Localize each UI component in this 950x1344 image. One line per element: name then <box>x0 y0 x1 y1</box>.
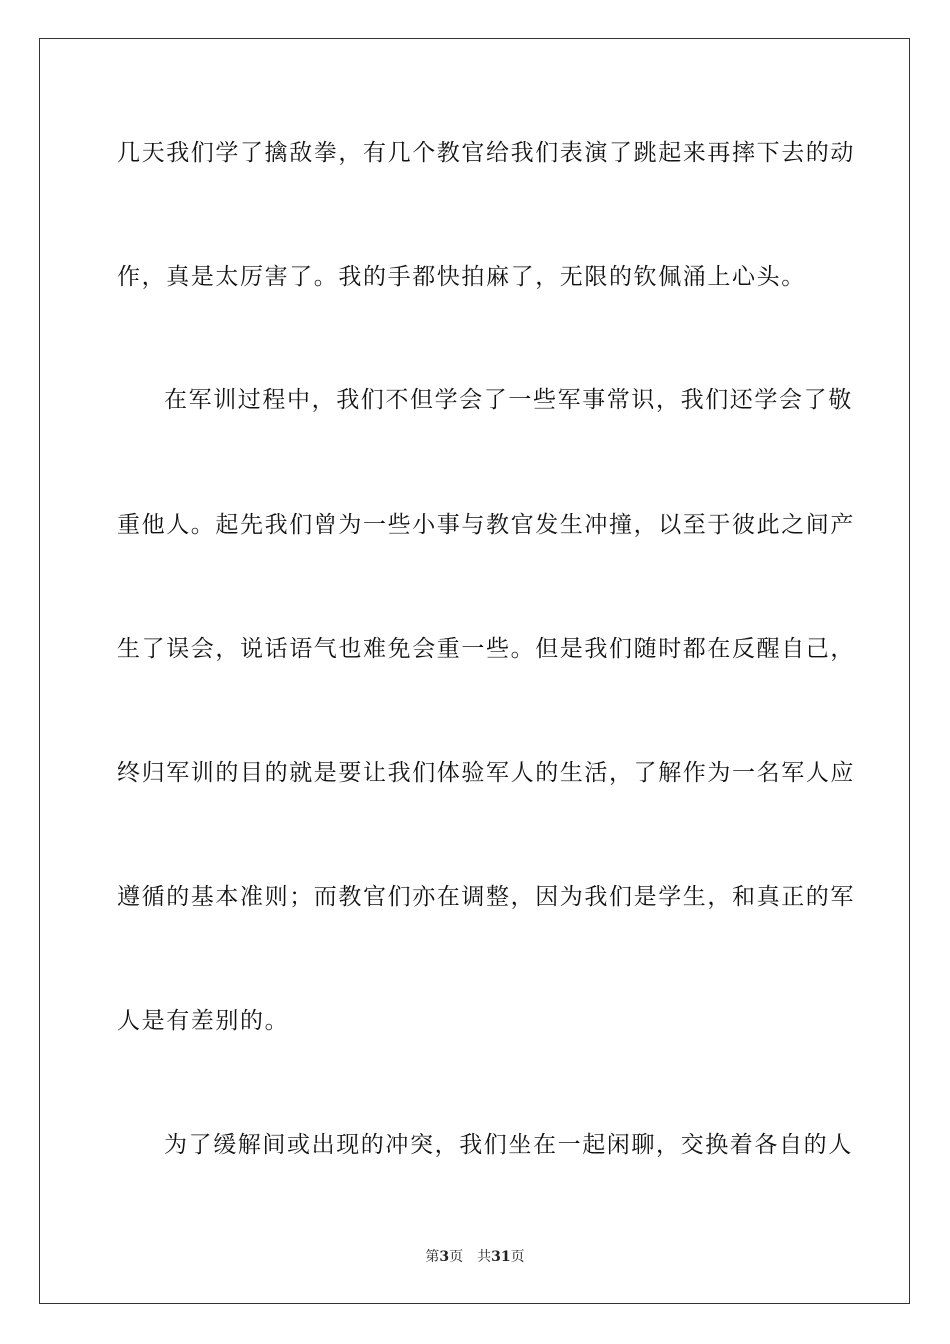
text-line: 终归军训的目的就是要让我们体验军人的生活，了解作为一名军人应 <box>117 760 855 786</box>
page-prefix: 第 <box>425 1249 440 1265</box>
page-border <box>39 38 910 1304</box>
text-line: 人是有差别的。 <box>117 1008 290 1034</box>
total-suffix: 页 <box>510 1249 525 1265</box>
text-line: 遵循的基本准则；而教官们亦在调整，因为我们是学生，和真正的军 <box>117 884 855 910</box>
page-suffix: 页 <box>449 1249 464 1265</box>
text-line: 作，真是太厉害了。我的手都快拍麻了，无限的钦佩涌上心头。 <box>117 264 806 290</box>
total-prefix: 共 <box>477 1249 492 1265</box>
paragraph-start-line: 为了缓解间或出现的冲突，我们坐在一起闲聊，交换着各自的人 <box>164 1132 853 1158</box>
text-line: 生了误会，说话语气也难免会重一些。但是我们随时都在反醒自己， <box>117 636 855 662</box>
text-line: 几天我们学了擒敌拳，有几个教官给我们表演了跳起来再摔下去的动 <box>117 140 855 166</box>
page-number: 3 <box>439 1249 450 1265</box>
text-line: 重他人。起先我们曾为一些小事与教官发生冲撞，以至于彼此之间产 <box>117 512 855 538</box>
paragraph-start-line: 在军训过程中，我们不但学会了一些军事常识，我们还学会了敬 <box>164 387 853 413</box>
page-footer <box>0 1248 950 1266</box>
total-pages: 31 <box>491 1249 511 1265</box>
